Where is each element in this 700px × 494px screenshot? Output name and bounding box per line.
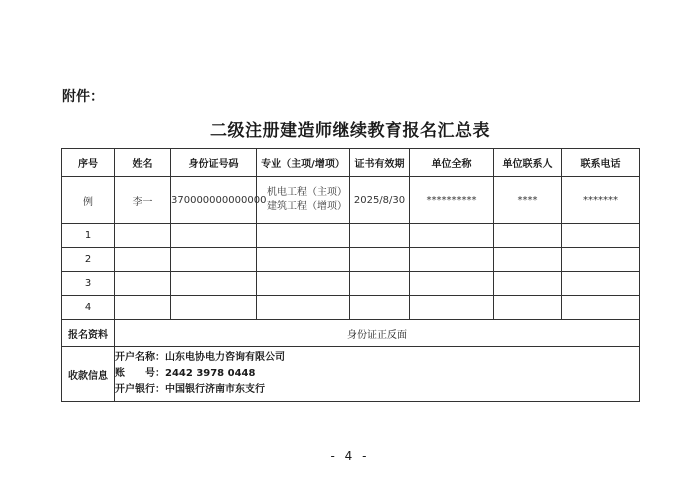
table-cell <box>115 272 171 296</box>
table-cell <box>115 248 171 272</box>
table-cell <box>562 296 640 320</box>
materials-value: 身份证正反面 <box>115 320 640 347</box>
page-title: 二级注册建造师继续教育报名汇总表 <box>210 121 490 141</box>
example-row <box>62 177 640 224</box>
table-cell <box>494 296 562 320</box>
header-validity: 证书有效期 <box>350 149 410 177</box>
row-seq: 4 <box>62 296 115 320</box>
example-validity: 2025/8/30 <box>350 177 410 224</box>
payment-account-name: 开户名称：山东电协电力咨询有限公司 <box>115 352 285 363</box>
registration-table <box>61 148 640 402</box>
header-id: 身份证号码 <box>171 149 257 177</box>
row-seq: 2 <box>62 248 115 272</box>
table-cell <box>257 224 350 248</box>
payment-bank: 开户银行：中国银行济南市东支行 <box>115 384 265 395</box>
table-cell <box>171 272 257 296</box>
example-id: 370000000000000 <box>171 177 257 224</box>
table-cell <box>257 272 350 296</box>
example-name: 李一 <box>115 177 171 224</box>
example-contact: **** <box>494 177 562 224</box>
table-cell <box>410 224 494 248</box>
payment-account-number: 账 号：2442 3978 0448 <box>115 368 256 379</box>
table-cell <box>410 272 494 296</box>
table-row <box>62 296 640 320</box>
table-cell <box>410 248 494 272</box>
header-contact: 单位联系人 <box>494 149 562 177</box>
example-major-extra: 建筑工程（增项） <box>267 201 347 212</box>
payment-info <box>115 347 640 402</box>
header-row <box>62 149 640 177</box>
header-company: 单位全称 <box>410 149 494 177</box>
table-cell <box>350 272 410 296</box>
table-cell <box>115 296 171 320</box>
table-cell <box>494 224 562 248</box>
example-seq: 例 <box>62 177 115 224</box>
payment-label: 收款信息 <box>62 347 115 402</box>
materials-label: 报名资料 <box>62 320 115 347</box>
attachment-label: 附件： <box>62 89 104 105</box>
example-major <box>257 177 350 224</box>
example-phone: ******* <box>562 177 640 224</box>
table-cell <box>115 224 171 248</box>
page-number: - 4 - <box>330 449 370 463</box>
table-cell <box>494 248 562 272</box>
header-major: 专业（主项/增项） <box>257 149 350 177</box>
table-row <box>62 272 640 296</box>
materials-row <box>62 320 640 347</box>
table-cell <box>562 224 640 248</box>
table-cell <box>562 248 640 272</box>
header-seq: 序号 <box>62 149 115 177</box>
table-cell <box>350 296 410 320</box>
table-row <box>62 224 640 248</box>
table-cell <box>171 224 257 248</box>
payment-row <box>62 347 640 402</box>
table-cell <box>257 296 350 320</box>
table-row <box>62 248 640 272</box>
table-cell <box>171 248 257 272</box>
header-name: 姓名 <box>115 149 171 177</box>
table-cell <box>350 224 410 248</box>
header-phone: 联系电话 <box>562 149 640 177</box>
table-cell <box>410 296 494 320</box>
table-cell <box>494 272 562 296</box>
table-cell <box>171 296 257 320</box>
row-seq: 3 <box>62 272 115 296</box>
example-company: ********** <box>410 177 494 224</box>
example-major-main: 机电工程（主项） <box>267 187 347 198</box>
table-cell <box>257 248 350 272</box>
row-seq: 1 <box>62 224 115 248</box>
table-cell <box>562 272 640 296</box>
table-cell <box>350 248 410 272</box>
